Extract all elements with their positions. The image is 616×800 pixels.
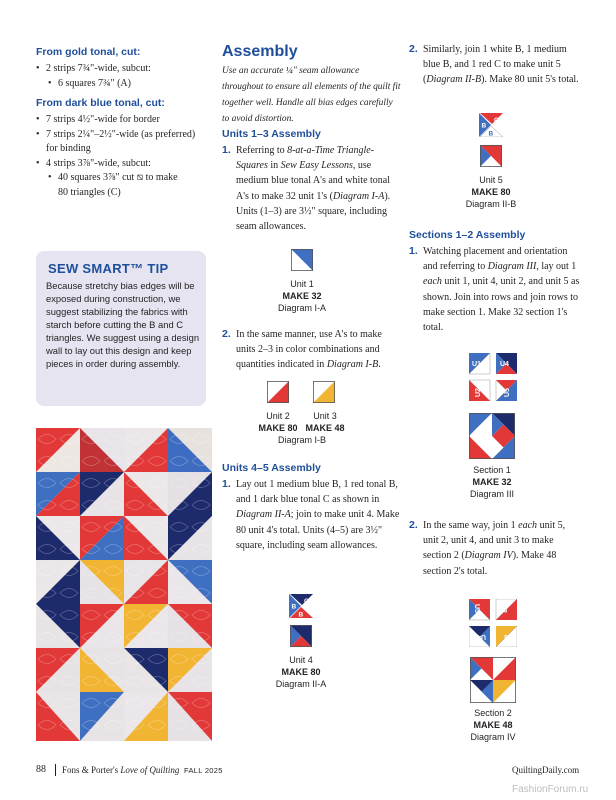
diagram-label: Diagram I-A — [277, 303, 326, 313]
list-item: • 7 strips 2¼"–2½"-wide (as preferred) — [36, 128, 221, 143]
piece-label: B — [481, 122, 487, 130]
list-item: • 6 squares 7¾" (A) — [36, 77, 216, 92]
section-2-block — [470, 657, 516, 703]
unit-tag: U2 — [500, 604, 507, 613]
units-1-3-heading: Units 1–3 Assembly — [222, 128, 321, 140]
unit-tag: U4 — [500, 361, 509, 368]
unit-label: Unit 2 — [266, 411, 290, 421]
issue-label: FALL 2025 — [184, 766, 223, 775]
piece-label: B — [488, 130, 494, 137]
list-item: • 2 strips 7¾"-wide, subcut: — [36, 62, 216, 77]
footer-divider — [55, 764, 56, 776]
list-item: for binding — [46, 143, 91, 154]
sections-step-2 — [409, 518, 581, 579]
step-number: 2. — [222, 328, 231, 340]
make-count: MAKE 80 — [281, 667, 321, 677]
diagram-label: Diagram III — [469, 489, 514, 499]
unit-3-block — [313, 381, 335, 403]
blue-cut-list — [36, 113, 221, 200]
unit-tag: U2 — [475, 388, 482, 397]
unit-2-caption — [255, 410, 301, 434]
list-item: • 7 strips 4½"-wide for border — [36, 113, 221, 128]
step-number: 1. — [222, 478, 231, 490]
gold-cut-list — [36, 62, 216, 91]
unit-tag: U3 — [504, 633, 513, 640]
diagram-ii-a-caption — [261, 654, 341, 690]
unit-tag: U4 — [477, 633, 486, 640]
unit-5-block — [480, 145, 502, 167]
section-1-block — [469, 413, 515, 459]
step-text: Referring to 8-at-a-Time Triangle-Squares in Sew Easy Lessons, use medium blue tonal A's and white tonal A's to make 32 unit 1's (Diagram I-A). Units (1–3) are 3½" square, including seam allowances. — [236, 145, 391, 233]
units-1-3-step-1 — [222, 143, 400, 234]
list-item: • 40 squares 3⅞" cut ⧅ to make — [36, 171, 221, 186]
step-number: 1. — [222, 144, 231, 156]
diagram-label: Diagram II-A — [275, 679, 327, 689]
website: QuiltingDaily.com — [512, 765, 580, 775]
assembly-title: Assembly — [222, 43, 298, 60]
step-text: In the same way, join 1 each unit 5, unit 2, unit 4, and unit 3 to make section 2 (Diagram IV). Make 48 section 2's total. — [423, 520, 566, 577]
make-count: MAKE 32 — [282, 291, 322, 301]
diagram-iv-caption — [453, 707, 533, 743]
unit-3-caption — [301, 410, 349, 434]
unit-label: Unit 3 — [313, 411, 337, 421]
unit-4-exploded — [289, 594, 313, 618]
list-item: • 4 strips 3⅞"-wide, subcut: — [36, 157, 221, 172]
list-item: 80 triangles (C) — [58, 186, 121, 198]
step-text: In the same manner, use A's to make units 2–3 in color combinations and quantities indicated in Diagram I-B. — [236, 329, 382, 371]
diagram-label: Diagram II-B — [465, 199, 517, 209]
quilt-photo-image — [36, 428, 212, 741]
step-number: 1. — [409, 245, 418, 257]
section-label: Section 2 — [474, 708, 512, 718]
assembly-intro: Use an accurate ¼" seam allowance throughout to ensure all elements of the quilt fit together well. Handle all bias edges carefully to avoid distortion. — [222, 66, 401, 124]
units-4-5-step-1 — [222, 477, 400, 553]
unit-tag: U1 — [472, 361, 481, 368]
units-4-5-heading: Units 4–5 Assembly — [222, 462, 321, 474]
tip-body: Because stretchy bias edges will be exposed during construction, we suggest stabilizing the fabrics with starch before cutting the B and C triangles. We suggest using a design wall to lay out this design and keep pieces in order during assembly. — [46, 280, 200, 369]
make-count: MAKE 48 — [305, 423, 345, 433]
diagram-label: Diagram IV — [470, 732, 516, 742]
section-label: Section 1 — [473, 465, 511, 475]
units-1-3-step-2 — [222, 327, 400, 373]
section-1-exploded — [469, 353, 517, 401]
tip-title: SEW SMART™ TIP — [48, 261, 169, 276]
piece-label: C — [304, 598, 309, 605]
gold-cut-heading: From gold tonal, cut: — [36, 46, 141, 58]
unit-5-exploded — [479, 113, 503, 137]
blue-cut-heading: From dark blue tonal, cut: — [36, 97, 165, 109]
unit-label: Unit 1 — [290, 279, 314, 289]
make-count: MAKE 32 — [472, 477, 512, 487]
unit-tag: U5 — [504, 388, 511, 397]
piece-label: B — [298, 611, 304, 618]
step-text: Watching placement and orientation and referring to Diagram III, lay out 1 each unit 1, unit 4, unit 2, and unit 5 as shown. Join into rows and join rows to make section 1. Make 32 section 1's total. — [423, 246, 580, 334]
step-text: Similarly, join 1 white B, 1 medium blue B, and 1 red C to make unit 5 (Diagram II-B). Make 80 unit 5's total. — [423, 44, 579, 86]
diagram-i-b-label: Diagram I-B — [277, 435, 326, 445]
quilt-photo — [36, 428, 212, 741]
unit-2-block — [267, 381, 289, 403]
page-number: 88 — [36, 764, 46, 775]
sections-step-1 — [409, 244, 581, 335]
publication-name: Fons & Porter's Love of Quilting — [62, 765, 180, 775]
step-number: 2. — [409, 43, 418, 55]
unit-tag: U5 — [473, 604, 480, 613]
units-4-5-step-2 — [409, 42, 581, 88]
unit-4-block — [290, 625, 312, 647]
make-count: MAKE 80 — [471, 187, 511, 197]
piece-label: B — [291, 603, 297, 611]
section-2-exploded — [469, 599, 517, 647]
diagram-i-a-caption — [262, 278, 342, 314]
step-text: Lay out 1 medium blue B, 1 red tonal B, and 1 dark blue tonal C as shown in Diagram II-A; join to make unit 4. Make 80 unit 4's total. Units (4–5) are 3½" square, including seam allowances. — [236, 479, 400, 551]
sew-smart-tip — [36, 251, 206, 406]
make-count: MAKE 80 — [258, 423, 298, 433]
unit-label: Unit 4 — [289, 655, 313, 665]
diagram-iii-caption — [452, 464, 532, 500]
diagram-ii-b-caption — [451, 174, 531, 210]
step-number: 2. — [409, 519, 418, 531]
watermark: FashionForum.ru — [512, 784, 589, 795]
make-count: MAKE 48 — [473, 720, 513, 730]
unit-label: Unit 5 — [479, 175, 503, 185]
sections-1-2-heading: Sections 1–2 Assembly — [409, 229, 526, 241]
piece-label: C — [494, 117, 499, 124]
unit-1-block — [291, 249, 313, 271]
